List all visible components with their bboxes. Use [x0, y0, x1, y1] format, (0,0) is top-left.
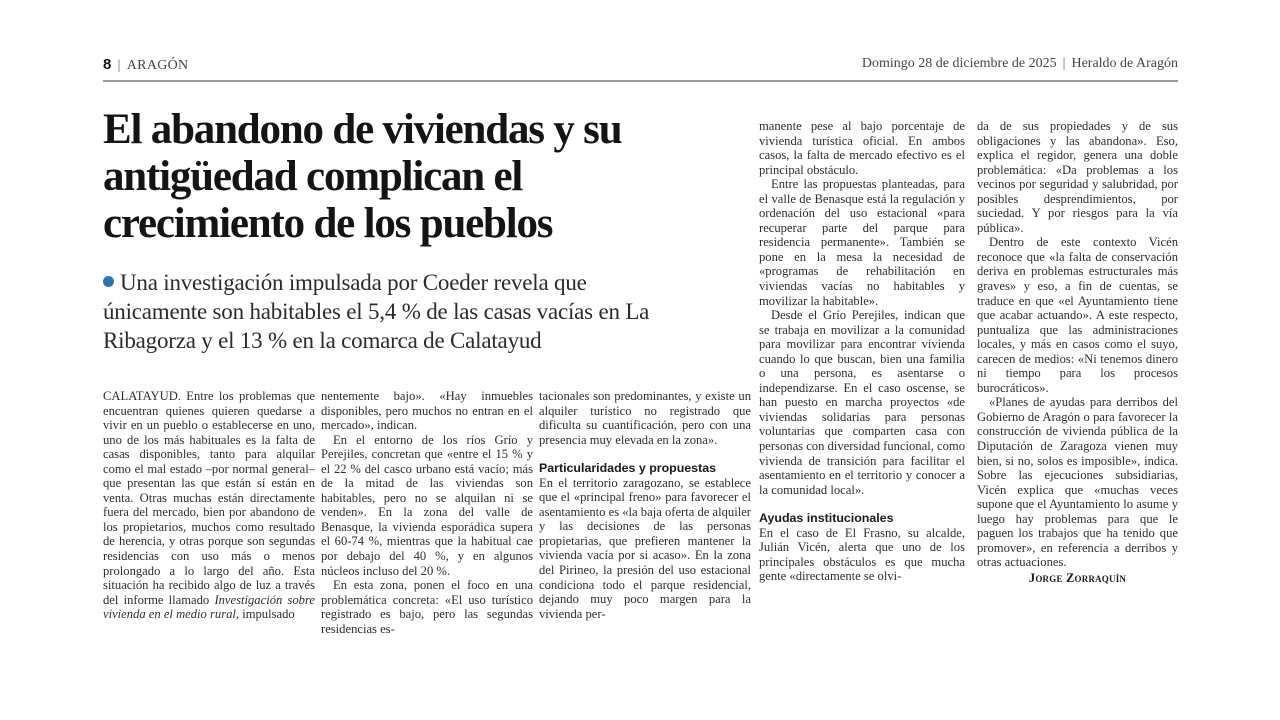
section-subheading: Particularidades y propuestas	[539, 461, 716, 476]
section-name: ARAGÓN	[126, 58, 189, 73]
dateline-publication	[862, 56, 1178, 72]
article-column-4	[759, 119, 965, 584]
paragraph: «Planes de ayudas para derribos del Gobierno de Aragón o para favorecer la construcción de vivienda pública de la Diputación de Zaragoza vienen muy bien, si no, solos es imposible», indica. Sobre las ejecuciones subsidiarias, Vicén explica que «muchas veces supone que el Ayuntamiento lo asume y luego hay problemas para que le paguen los trabajos que ha tenido que promover», en referencia a derribos y otras actuaciones.	[977, 395, 1178, 570]
dateline: CALATAYUD.	[103, 389, 181, 403]
article-column-5	[977, 119, 1178, 586]
page-header	[103, 56, 1178, 80]
article-column-3	[539, 389, 751, 621]
section-label	[103, 56, 188, 74]
paragraph: Dentro de este contexto Vicén reconoce que «la falta de conservación deriva en problemas estructurales más graves» y eso, a fin de cuentas, se traduce en que «el Ayuntamiento tiene que acabar actuando». A este respecto, puntualiza que las administraciones locales, y más en casos como el suyo, carecen de medios: «Ni tenemos dinero ni tiempo para los procesos burocráticos».	[977, 235, 1178, 395]
paragraph: tacionales son predominantes, y existe un alquiler turístico no registrado que dificulta su cuantificación, pero con una presencia muy elevada en la zona».	[539, 389, 751, 447]
subheadline-text: Una investigación impulsada por Coeder revela que únicamente son habitables el 5,4 % de las casas vacías en La Ribagorza y el 13 % en la comarca de Calatayud	[103, 270, 650, 353]
paragraph: En el territorio zaragozano, se establece que el «principal freno» para favorecer el asentamiento es «la baja oferta de alquiler y las decisiones de las personas propietarias, que prefieren mantener la vivienda vacía por si acaso». En la zona del Pirineo, la presión del uso estacional condiciona todo el parque residencial, dejando muy poco margen para la vivienda per-	[539, 475, 751, 621]
header-rule	[103, 80, 1178, 82]
headline: El abandono de viviendas y su antigüedad complican el crecimiento de los pueblos	[103, 106, 622, 247]
issue-date: Domingo 28 de diciembre de 2025	[861, 56, 1057, 71]
paragraph: nentemente bajo». «Hay inmuebles disponibles, pero muchos no entran en el mercado», indican.	[321, 389, 533, 433]
paragraph: En esta zona, ponen el foco en una problemática concreta: «El uso turístico registrado es bajo, pero las segundas residencias es-	[321, 578, 533, 636]
paragraph: Entre las propuestas planteadas, para el valle de Benasque está la regulación y ordenación del uso estacional «para recuperar parte del parque para residencia permanente». También se pone en la mesa la necesidad de «programas de rehabilitación en viviendas vacías no habitables y movilizar la habitable».	[759, 177, 965, 308]
article-column-2	[321, 389, 533, 636]
paragraph: da de sus propiedades y de sus obligaciones y las abandona». Eso, explica el regidor, genera una doble problemática: «Da problemas a los vecinos por seguridad y salubridad, por posibles desprendimientos, por suciedad. Y por riesgos para la vía pública».	[977, 119, 1178, 235]
article-column-1	[103, 389, 315, 685]
paragraph: En el caso de El Frasno, su alcalde, Julián Vicén, alerta que uno de los principales obstáculos es que mucha gente «directamente se olvi-	[759, 525, 965, 584]
subheadline	[103, 268, 673, 355]
paragraph: manente pese al bajo porcentaje de vivienda turística oficial. En ambos casos, la falta de mercado efectivo es el principal obstáculo.	[759, 119, 965, 177]
page-number: 8	[103, 56, 112, 73]
author-byline: Jorge Zorraquín	[1028, 570, 1127, 585]
header-separator: |	[1062, 56, 1066, 71]
report-title: Investigación sobre vivienda en el medio rural	[103, 592, 315, 622]
publication-name: Heraldo de Aragón	[1071, 56, 1178, 71]
paragraph: En el entorno de los ríos Grío y Perejiles, concretan que «entre el 15 % y el 22 % del casco urbano está vacío; más de la mitad de las viviendas son habitables, pero no se alquilan ni se venden». En la zona del valle de Benasque, la vivienda esporádica supera el 60-74 %, mientras que la habitual cae por debajo del 40 %, y en algunos núcleos incluso del 20 %.	[321, 432, 533, 578]
section-subheading: Ayudas institucionales	[759, 511, 894, 526]
paragraph: Desde el Grío Perejiles, indican que se trabaja en movilizar a la comunidad para movilizar para encontrar vivienda cuando lo que buscan, bien una familia o una persona, es asentarse o independizarse. En el caso oscense, se han puesto en marcha proyectos «de viviendas solidarias para personas voluntarias que comparten casa con personas con diversidad funcional, como vivienda de transición para facilitar el asentamiento en el territorio y conocer a la comunidad local».	[759, 308, 965, 497]
paragraph: CALATAYUD. Entre los problemas que encuentran quienes quieren quedarse a vivir en un pueblo o establecerse en uno, uno de los más habituales es la falta de casas disponibles, tanto para alquilar como el mal estado –por normal general– que presentan las que están sí están en venta. Otras muchas están directamente fuera del mercado, bien por abandono de los propietarios, muchos como resultado de herencia, y otras porque son segundas residencias con uso más o menos prolongado a lo largo del año. Esta situación ha recibido algo de luz a través del informe llamado Investigación sobre vivienda en el medio rural, impulsado	[103, 389, 315, 622]
header-separator: |	[117, 58, 121, 73]
bullet-icon	[103, 276, 114, 287]
